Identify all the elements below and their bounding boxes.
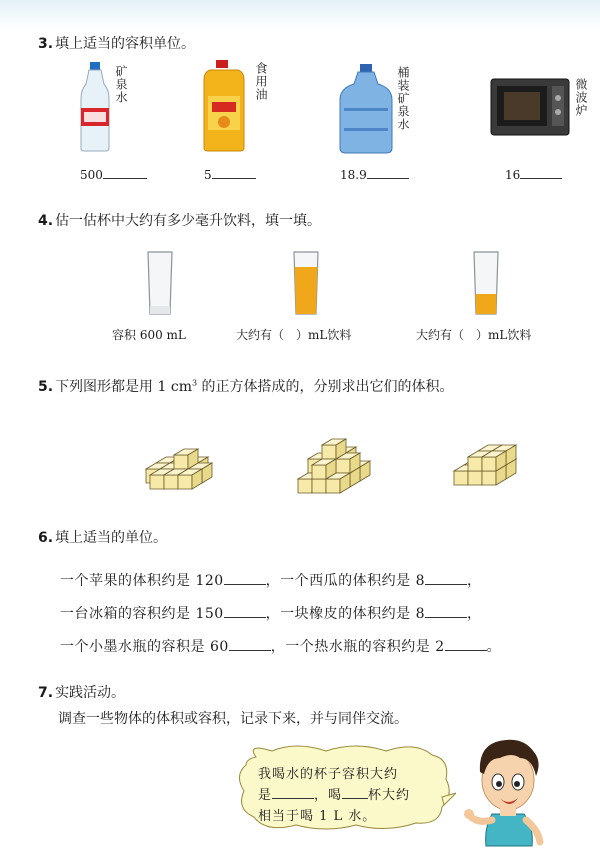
q4-caption-0: 容积 600 mL xyxy=(112,328,186,342)
q6-title-text: 填上适当的单位。 xyxy=(55,530,168,546)
bubble-line-3: 相当于喝 1 L 水。 xyxy=(258,809,377,824)
q6-blank-2a[interactable] xyxy=(229,638,271,651)
q6-line-2-b: ，一个热水瓶的容积约是 2 xyxy=(270,639,445,655)
q6-line-2 xyxy=(60,636,501,656)
q3-answer-2 xyxy=(340,166,409,182)
bubble-line-1: 我喝水的杯子容积大约 xyxy=(258,767,399,782)
q3-answer-1 xyxy=(204,166,256,182)
bubble-line-2 xyxy=(258,785,410,806)
q3-label-1: 食用油 xyxy=(254,62,268,101)
q3-blank-3[interactable] xyxy=(520,166,562,179)
q3-blank-0[interactable] xyxy=(103,166,147,179)
q7-instruction: 调查一些物体的体积或容积，记录下来，并与同伴交流。 xyxy=(58,711,408,727)
q4-title xyxy=(38,210,321,230)
bubble-line-2-pre: 是 xyxy=(258,788,273,803)
q6-blank-0a[interactable] xyxy=(224,572,266,585)
q6-title xyxy=(38,527,167,547)
q5-title-pre: 下列图形都是用 1 cm xyxy=(55,379,192,395)
q7-title-text: 实践活动。 xyxy=(55,685,126,701)
q6-blank-1b[interactable] xyxy=(425,605,467,618)
cube-figure-1 xyxy=(130,405,230,505)
glass-empty-image xyxy=(146,250,174,316)
q5-number: 5. xyxy=(38,379,54,395)
bubble-line-2-mid: ，喝 xyxy=(314,788,343,803)
q6-line-2-a: 一个小墨水瓶的容积是 60 xyxy=(60,639,229,655)
q7-title xyxy=(38,682,125,702)
glass-juice-full-image xyxy=(292,250,320,316)
q4-number: 4. xyxy=(38,213,54,229)
cooking-oil-image xyxy=(200,60,248,152)
q6-number: 6. xyxy=(38,530,54,546)
q6-line-1 xyxy=(60,603,482,623)
q3-label-0: 矿泉水 xyxy=(114,65,128,104)
q3-blank-1[interactable] xyxy=(212,166,256,179)
q6-line-1-end: ， xyxy=(467,606,482,622)
q6-line-1-b: ，一块橡皮的体积约是 8 xyxy=(265,606,426,622)
q6-blank-0b[interactable] xyxy=(425,572,467,585)
q6-line-2-end: 。 xyxy=(486,639,502,655)
q3-value-0: 500 xyxy=(80,168,103,182)
q7-number: 7. xyxy=(38,685,54,701)
q6-blank-2b[interactable] xyxy=(445,638,487,651)
q3-title xyxy=(38,33,195,53)
bubble-blank-1[interactable] xyxy=(272,787,314,799)
q3-title-text: 填上适当的容积单位。 xyxy=(55,36,196,52)
q3-answer-0 xyxy=(80,166,147,182)
glass-juice-low-image xyxy=(472,250,500,316)
q6-line-0-b: ，一个西瓜的体积约是 8 xyxy=(265,573,426,589)
q4-title-text: 估一估杯中大约有多少毫升饮料，填一填。 xyxy=(55,213,322,229)
boy-character-image xyxy=(462,728,550,848)
q6-blank-1a[interactable] xyxy=(224,605,266,618)
q3-value-3: 16 xyxy=(505,168,521,182)
top-header-band xyxy=(0,0,600,30)
q4-caption-1: 大约有（ ）mL饮料 xyxy=(236,328,352,342)
q3-value-2: 18.9 xyxy=(340,168,367,182)
bubble-blank-2[interactable] xyxy=(342,787,368,799)
q5-title-post: 的正方体搭成的，分别求出它们的体积。 xyxy=(197,379,454,395)
q5-title xyxy=(38,376,454,396)
q3-label-3: 微波炉 xyxy=(574,78,588,117)
q3-value-1: 5 xyxy=(204,168,212,182)
q4-caption-2: 大约有（ ）mL饮料 xyxy=(416,328,532,342)
cube-figure-3 xyxy=(448,405,548,505)
microwave-image xyxy=(490,78,570,136)
q6-line-1-a: 一台冰箱的容积约是 150 xyxy=(60,606,224,622)
q6-line-0-a: 一个苹果的体积约是 120 xyxy=(60,573,224,589)
q3-blank-2[interactable] xyxy=(367,166,409,179)
q6-line-0-end: ， xyxy=(467,573,482,589)
q3-number: 3. xyxy=(38,36,54,52)
water-bottle-image xyxy=(78,62,112,152)
cube-figure-2 xyxy=(292,405,392,505)
water-jug-image xyxy=(338,64,394,154)
q3-label-2: 桶装矿泉水 xyxy=(396,66,410,131)
speech-bubble-text xyxy=(258,764,410,827)
q5-title-sup: 3 xyxy=(192,378,198,388)
q6-line-0 xyxy=(60,570,482,590)
q3-answer-3 xyxy=(505,166,562,182)
bubble-line-2-post: 杯大约 xyxy=(368,788,411,803)
